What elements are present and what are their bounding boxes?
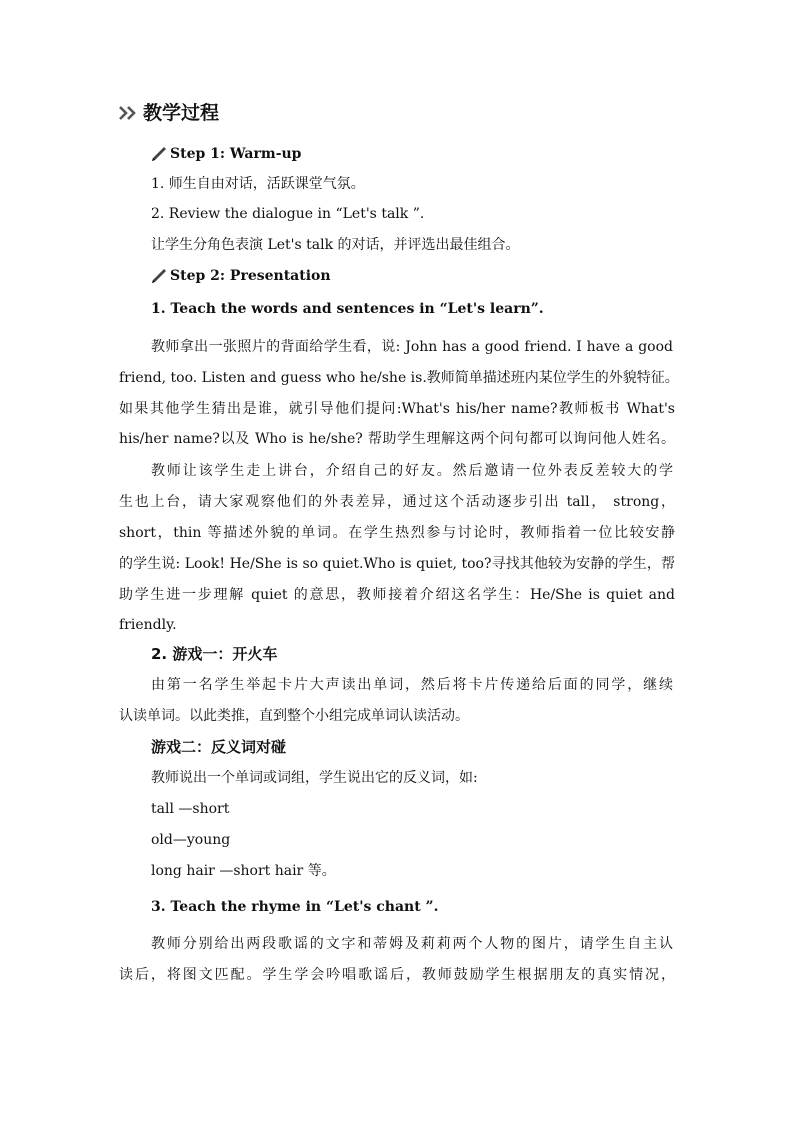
game1-line: 认读单词。以此类推，直到整个小组完成单词认读活动。 xyxy=(119,708,469,724)
para2-line: 的学生说: Look! He/She is so quiet.Who is quiet, too?寻找其他较为安静的学生，帮 xyxy=(119,556,675,572)
part2-title: 2. 游戏一：开火车 xyxy=(151,645,278,663)
step1-item2: 2. Review the dialogue in “Let's talk ”. xyxy=(151,206,425,222)
para1-line: friend, too. Listen and guess who he/she is.教师简单描述班内某位学生的外貌特征。 xyxy=(119,370,679,386)
para1-line: 教师拿出一张照片的背面给学生看，说: John has a good friend. I have a good xyxy=(151,339,673,355)
game2-title: 游戏二：反义词对碰 xyxy=(151,738,287,756)
game2-example: long hair —short hair 等。 xyxy=(151,863,336,879)
step1-item2-detail: 让学生分角色表演 Let's talk 的对话，并评选出最佳组合。 xyxy=(151,237,520,253)
para2-line: 生也上台，请大家观察他们的外表差异，通过这个活动逐步引出 tall， strong， xyxy=(119,494,675,510)
double-chevron-icon xyxy=(119,106,141,120)
part1-title: 1. Teach the words and sentences in “Let's learn”. xyxy=(151,301,544,317)
game2-intro: 教师说出一个单词或词组，学生说出它的反义词，如: xyxy=(151,770,478,786)
step1-item1: 1. 师生自由对话，活跃课堂气氛。 xyxy=(151,176,365,192)
step2-title: Step 2: Presentation xyxy=(170,268,331,284)
para2-line: 助学生进一步理解 quiet 的意思，教师接着介绍这名学生：He/She is quiet and xyxy=(119,587,675,603)
pen-icon xyxy=(151,268,167,284)
para1-line: his/her name?以及 Who is he/she? 帮助学生理解这两个问句都可以询问他人姓名。 xyxy=(119,431,675,447)
para3-line: 读后，将图文匹配。学生学会吟唱歌谣后，教师鼓励学生根据朋友的真实情况， xyxy=(119,967,675,983)
para2-line: 教师让该学生走上讲台，介绍自己的好友。然后邀请一位外表反差较大的学 xyxy=(151,463,673,479)
game1-line: 由第一名学生举起卡片大声读出单词，然后将卡片传递给后面的同学，继续 xyxy=(151,677,673,693)
step1-title: Step 1: Warm-up xyxy=(170,146,302,162)
game2-example: tall —short xyxy=(151,801,230,817)
section-heading xyxy=(119,101,219,125)
step2-heading xyxy=(151,267,331,285)
step1-heading xyxy=(151,145,301,163)
section-title: 教学过程 xyxy=(143,102,220,124)
para2-line: friendly. xyxy=(119,617,177,633)
pen-icon xyxy=(151,146,167,162)
part3-title: 3. Teach the rhyme in “Let's chant ”. xyxy=(151,899,439,915)
para2-line: short，thin 等描述外貌的单词。在学生热烈参与讨论时，教师指着一位比较安静 xyxy=(119,525,675,541)
para1-line: 如果其他学生猜出是谁，就引导他们提问:What's his/her name?教师板书 What's xyxy=(119,401,675,417)
game2-example: old—young xyxy=(151,832,231,848)
para3-line: 教师分别给出两段歌谣的文字和蒂姆及莉莉两个人物的图片，请学生自主认 xyxy=(151,936,673,952)
